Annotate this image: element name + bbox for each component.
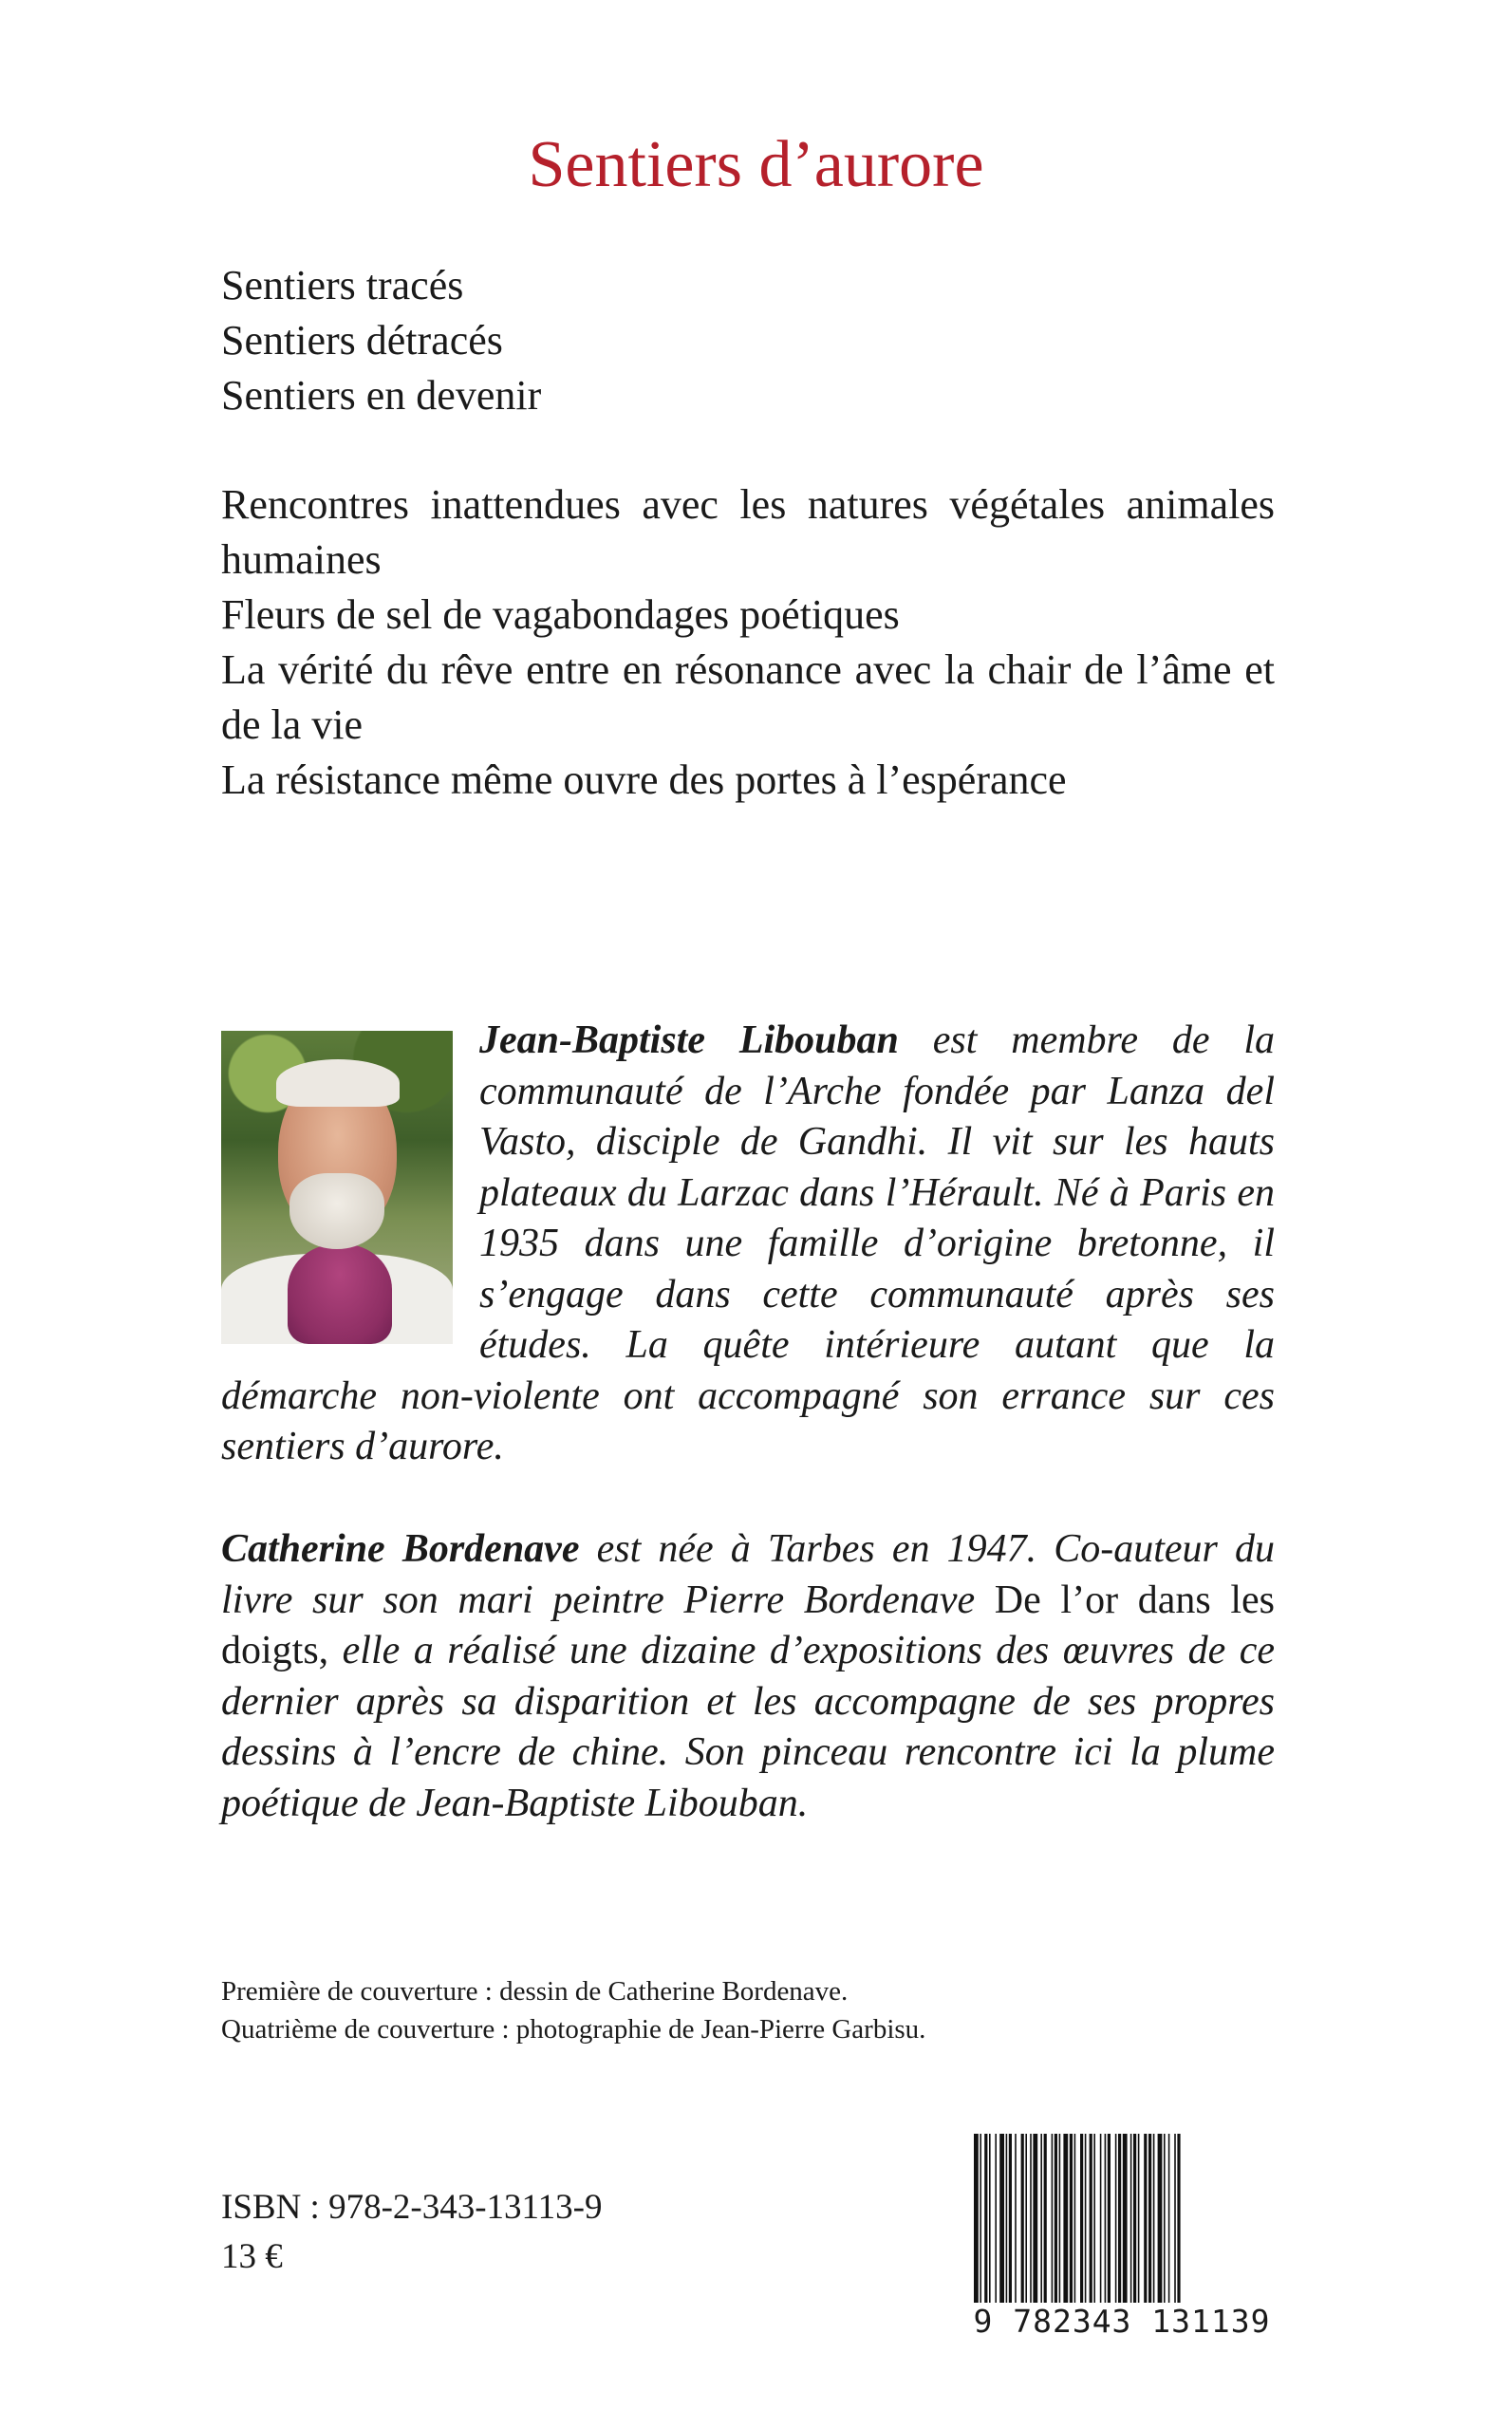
barcode-digits: 9 782343 131139 [968, 2303, 1276, 2340]
tagline-line-1: Sentiers tracés [221, 262, 464, 308]
illustrator-bio-text-1: est née à Tarbes en 1947. Co-auteur du livre sur son mari peintre Pierre Bordenave [221, 1527, 1275, 1622]
illustrator-bio-text-2: elle a réalisé une dizaine d’expositions des œuvres de ce dernier après sa disparition et les accompagne de ses propres dessins à l’encre de chine. Son pinceau rencontre ici la plume poétique de Jean-Baptiste Libouban. [221, 1629, 1275, 1825]
book-title: Sentiers d’aurore [528, 128, 984, 201]
author-bio [221, 1016, 1275, 1473]
description-block [221, 477, 1275, 808]
tagline-line-3: Sentiers en devenir [221, 372, 542, 419]
isbn-number: ISBN : 978-2-343-13113-9 [221, 2188, 603, 2227]
front-cover-credit: Première de couverture : dessin de Catherine Bordenave. [221, 1976, 849, 2007]
illustrator-bio [221, 1524, 1275, 1829]
author-photo [221, 1031, 453, 1344]
illustrator-name: Catherine Bordenave [221, 1527, 580, 1571]
description-line-1: Rencontres inattendues avec les natures végétales animales humaines [221, 481, 1275, 583]
book-reference: De l’or dans les doigts, [221, 1578, 1275, 1672]
description-line-3: La vérité du rêve entre en résonance avec la chair de l’âme et de la vie [221, 646, 1275, 748]
author-name: Jean-Baptiste Libouban [479, 1018, 899, 1062]
cover-credits [221, 1972, 925, 2048]
description-line-4: La résistance même ouvre des portes à l’espérance [221, 756, 1067, 803]
tagline-block [221, 258, 1275, 423]
isbn-block [221, 2183, 603, 2282]
barcode [968, 2130, 1276, 2343]
description-line-2: Fleurs de sel de vagabondages poétiques [221, 591, 900, 638]
price: 13 € [221, 2237, 283, 2276]
back-cover-credit: Quatrième de couverture : photographie de Jean-Pierre Garbisu. [221, 2014, 926, 2045]
author-bio-text: est membre de la communauté de l’Arche fondée par Lanza del Vasto, disciple de Gandhi. Il vit sur les hauts plateaux du Larzac dans l’Hérault. Né à Paris en 1935 dans une famille d’origine bretonne, il s’engage dans cette communauté après ses études. La quête intérieure autant que la démarche non-violente ont accompagné son errance sur ces sentiers d’aurore. [221, 1018, 1275, 1468]
tagline-line-2: Sentiers détracés [221, 317, 503, 364]
